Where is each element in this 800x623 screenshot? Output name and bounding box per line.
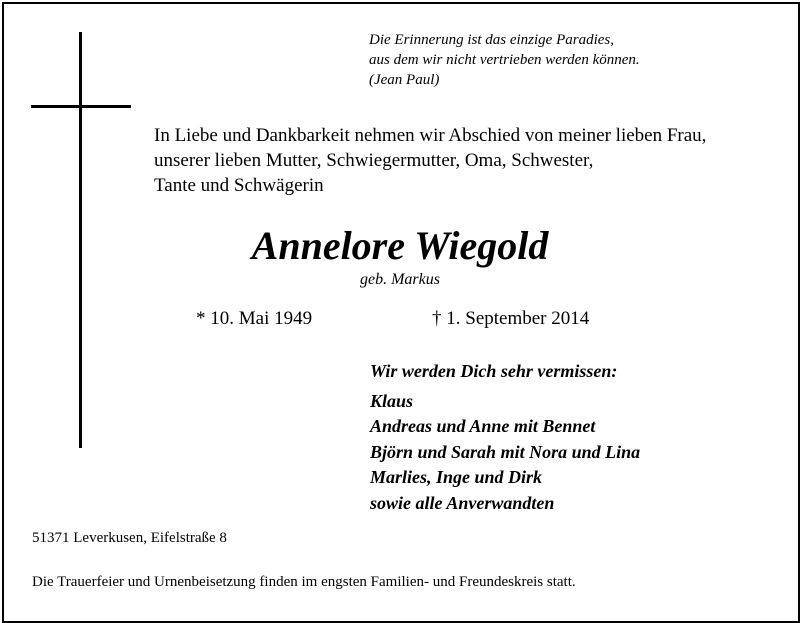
deceased-name: Annelore Wiegold (251, 223, 549, 268)
epigraph-quote (369, 30, 640, 90)
mourner-name: sowie alle Anverwandten (370, 492, 555, 513)
death-date: † 1. September 2014 (432, 308, 590, 329)
quote-line: Die Erinnerung ist das einzige Paradies, (369, 32, 614, 48)
mourners-list (370, 359, 640, 516)
birth-date: * 10. Mai 1949 (196, 308, 313, 329)
mourners-heading: Wir werden Dich sehr vermissen: (370, 361, 618, 381)
cross-horizontal-bar (31, 105, 131, 108)
funeral-notice: Die Trauerfeier und Urnenbeisetzung finden im engsten Familien- und Freundeskreis statt. (32, 574, 576, 590)
family-address: 51371 Leverkusen, Eifelstraße 8 (32, 530, 227, 546)
intro-line: Tante und Schwägerin (154, 175, 324, 196)
mourner-name: Andreas und Anne mit Bennet (370, 416, 596, 436)
quote-line: aus dem wir nicht vertrieben werden können. (369, 52, 640, 68)
quote-author: (Jean Paul) (369, 72, 440, 88)
intro-line: unserer lieben Mutter, Schwiegermutter, Oma, Schwester, (154, 150, 594, 171)
intro-line: In Liebe und Dankbarkeit nehmen wir Abschied von meiner lieben Frau, (154, 125, 707, 146)
maiden-name: geb. Markus (360, 271, 440, 288)
mourner-name: Marlies, Inge und Dirk (370, 467, 543, 487)
mourner-name: Björn und Sarah mit Nora und Lina (370, 441, 641, 462)
mourner-name: Klaus (370, 390, 414, 411)
intro-text (154, 123, 706, 198)
